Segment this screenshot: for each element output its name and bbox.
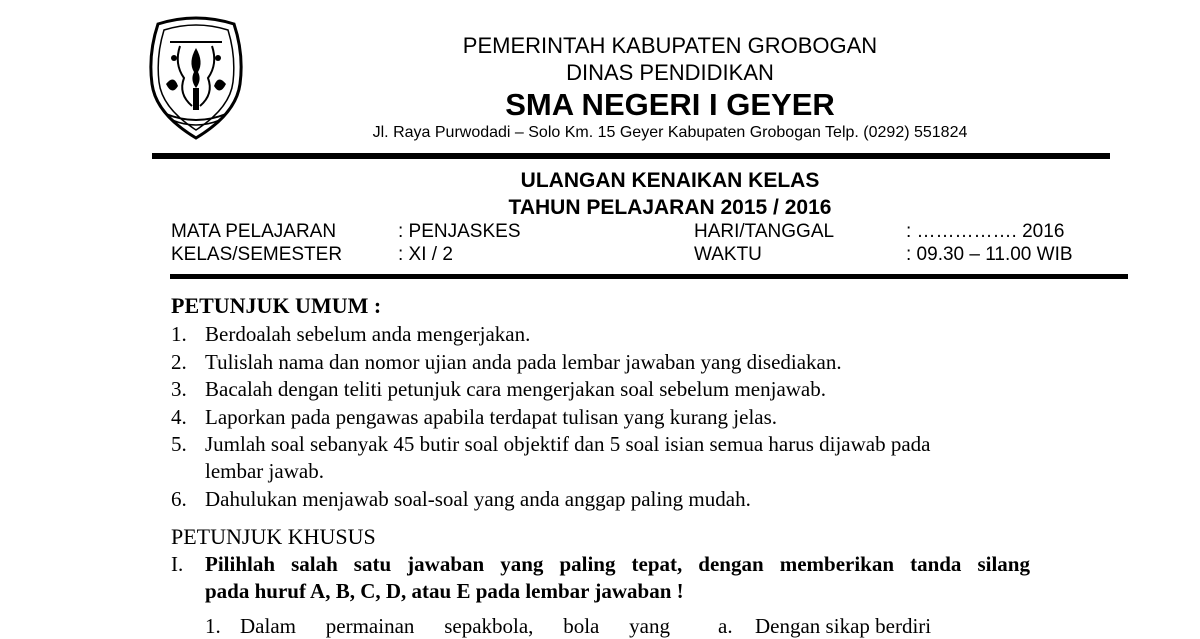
question-number: 1.: [205, 614, 221, 638]
list-item-number: 5.: [171, 432, 187, 456]
exam-title: ULANGAN KENAIKAN KELAS: [520, 169, 820, 192]
info-divider: [170, 274, 1128, 279]
list-item: Berdoalah sebelum anda mengerjakan.: [205, 322, 531, 346]
subject-value: : PENJASKES: [398, 221, 521, 242]
day-value: : ……………. 2016: [906, 221, 1065, 242]
subject-label: MATA PELAJARAN: [171, 221, 337, 242]
general-instructions-heading: PETUNJUK UMUM :: [171, 293, 382, 318]
list-item-number: 3.: [171, 377, 187, 401]
header-divider: [152, 153, 1110, 159]
list-item: Laporkan pada pengawas apabila terdapat tulisan yang kurang jelas.: [205, 405, 778, 429]
list-item-continuation: lembar jawab.: [205, 459, 324, 483]
question-text: Dalam permainan sepakbola, bola yang: [240, 614, 670, 638]
list-item: Jumlah soal sebanyak 45 butir soal objektif dan 5 soal isian semua harus dijawab pada: [205, 432, 931, 456]
time-label: WAKTU: [694, 244, 762, 265]
list-item-number: 6.: [171, 487, 187, 511]
list-item-number: 1.: [171, 322, 187, 346]
list-item-number: 2.: [171, 350, 187, 374]
list-item: Tulislah nama dan nomor ujian anda pada lembar jawaban yang disediakan.: [205, 350, 842, 374]
government-name: PEMERINTAH KABUPATEN GROBOGAN: [462, 33, 878, 58]
special-instruction-line-2: pada huruf A, B, C, D, atau E pada lembar jawaban !: [205, 579, 684, 603]
special-instructions-heading: PETUNJUK KHUSUS: [171, 524, 376, 549]
grobogan-emblem-logo: [144, 14, 248, 142]
time-value: : 09.30 – 11.00 WIB: [906, 244, 1073, 265]
option-text: Dengan sikap berdiri: [755, 614, 932, 638]
list-item-number: 4.: [171, 405, 187, 429]
school-name: SMA NEGERI I GEYER: [505, 87, 835, 122]
list-item: Dahulukan menjawab soal-soal yang anda anggap paling mudah.: [205, 487, 751, 511]
special-instruction-line-1: Pilihlah salah satu jawaban yang paling tepat, dengan memberikan tanda silang: [205, 552, 1030, 576]
list-item: Bacalah dengan teliti petunjuk cara mengerjakan soal sebelum menjawab.: [205, 377, 827, 401]
roman-numeral: I.: [171, 552, 184, 576]
department-name: DINAS PENDIDIKAN: [566, 60, 774, 85]
school-address: Jl. Raya Purwodadi – Solo Km. 15 Geyer Kabupaten Grobogan Telp. (0292) 551824: [372, 124, 968, 141]
class-label: KELAS/SEMESTER: [171, 244, 343, 265]
day-label: HARI/TANGGAL: [694, 221, 835, 242]
exam-year: TAHUN PELAJARAN 2015 / 2016: [508, 196, 832, 219]
option-letter: a.: [718, 614, 733, 638]
class-value: : XI / 2: [398, 244, 453, 265]
